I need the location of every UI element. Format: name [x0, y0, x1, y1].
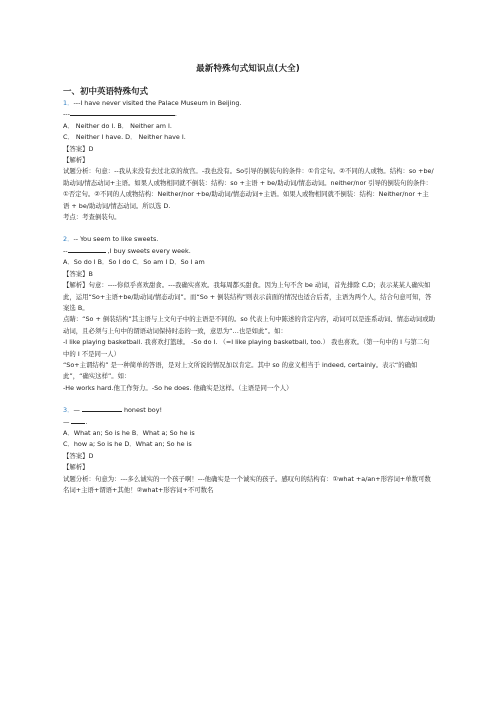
question-1-stem: 1．---I have never visited the Palace Museum in Beijing. — [63, 99, 242, 107]
question-1-blank-line: --- . — [63, 110, 177, 119]
question-1-analysis: 试题分析：句意：--我从来没有去过北京的故宫。-我也没有。So引导的倒装句的条件：①肯定句。②不同的人或物。结构：so +be/助动词/情态动词+主语。如果人或物相同就不倒装：结构：so +主语 + be/助动词/情态动词。neither/nor 引导的倒装句的条件：①否定句。②不同的人或物结构：Neither/nor +be/助动词/情态动词+主语。如果人或物相同就不倒装：结构：Neither/nor +主语 + be/助动词/情态动词。所以选 D. — [63, 167, 434, 210]
answer-blank — [68, 246, 106, 253]
document-body — [63, 98, 435, 496]
question-2-example-2: -He works hard.他工作努力。-So he does. 他确实是这样。（主语是同一个人） — [63, 383, 293, 392]
question-2-blank-line: -- ,I buy sweets every week. — [63, 246, 191, 255]
question-1-analysis-head: 【解析】 — [63, 156, 89, 165]
question-3-answer: 【答案】D — [63, 451, 94, 460]
question-2-stem: 2．-- You seem to like sweets. — [63, 235, 159, 244]
question-1-answer: 【答案】D — [63, 144, 94, 153]
answer-blank — [70, 109, 175, 116]
question-3-stem: 3．— honest boy! — [63, 406, 163, 415]
question-number: 1． — [63, 99, 74, 107]
question-1-options-b: C． Neither I have. D． Neither have I. — [63, 133, 186, 142]
page-title: 最新特殊句式知识点(大全) — [196, 64, 300, 74]
question-1-options-a: A． Neither do I. B． Neither am I. — [63, 121, 172, 130]
question-2-example-1: -I like playing basketball. 我喜欢打篮球。 -So do I. （=I like playing basketball, too.） 我也喜欢。（第一句中的 I 与第二句中的 I 不是同一人） — [63, 338, 430, 358]
question-3-analysis: 试题分析：句意为：---多么诚实的一个孩子啊！---他确实是一个诚实的孩子。感叹句的结构有：①what +a/an+形容词+单数可数名词+主语+谓语+其他！②what+形容词+不可数名 — [63, 474, 431, 494]
question-2-point: 点睛：“So + 倒装结构”其主语与上文句子中的主语是不同的。so 代表上句中陈述的肯定内容，动词可以是连系动词、情态动词或助动词，且必须与上句中的谓语动词保持时态的一致，意思为“…也是如此”。如： — [63, 315, 435, 335]
question-3-options-a: A．What an; So is he B．What a; So he is — [63, 428, 195, 437]
question-3-blank-line: — . — [63, 417, 88, 426]
question-2-options: A．So do I B．So I do C．So am I D．So I am — [63, 258, 205, 267]
question-number: 2． — [63, 235, 74, 244]
question-2-answer: 【答案】B — [63, 269, 93, 278]
question-2-analysis: 【解析】句意：----你似乎喜欢甜食。---我确实喜欢。我每周都买甜食。因为上句不含 be 动词，首先排除 C,D；表示某某人确实如此，运用“So+主语+be/助动词/情态动词”。而“So + 倒装结构”则表示前面的情况也适合后者，主语为两个人，结合句意可知，答案选 B。 — [63, 281, 432, 312]
question-2-note: “So+主谓结构” 是一种简单的答语，是对上文所说的情况加以肯定。其中 so 的意义相当于 indeed, certainly。表示“的确如此”，“确实这样”。如： — [63, 360, 418, 381]
spacer — [63, 223, 435, 234]
spacer — [63, 394, 435, 405]
answer-blank — [82, 405, 122, 412]
question-1-point: 考点：考查倒装句。 — [63, 213, 121, 222]
question-3-analysis-head: 【解析】 — [63, 463, 89, 472]
question-number: 3． — [63, 406, 74, 415]
question-3-options-b: C．how a; So is he D．What an; So he is — [63, 440, 192, 449]
answer-blank — [71, 417, 85, 424]
section-heading: 一、初中英语特殊句式 — [63, 87, 149, 97]
